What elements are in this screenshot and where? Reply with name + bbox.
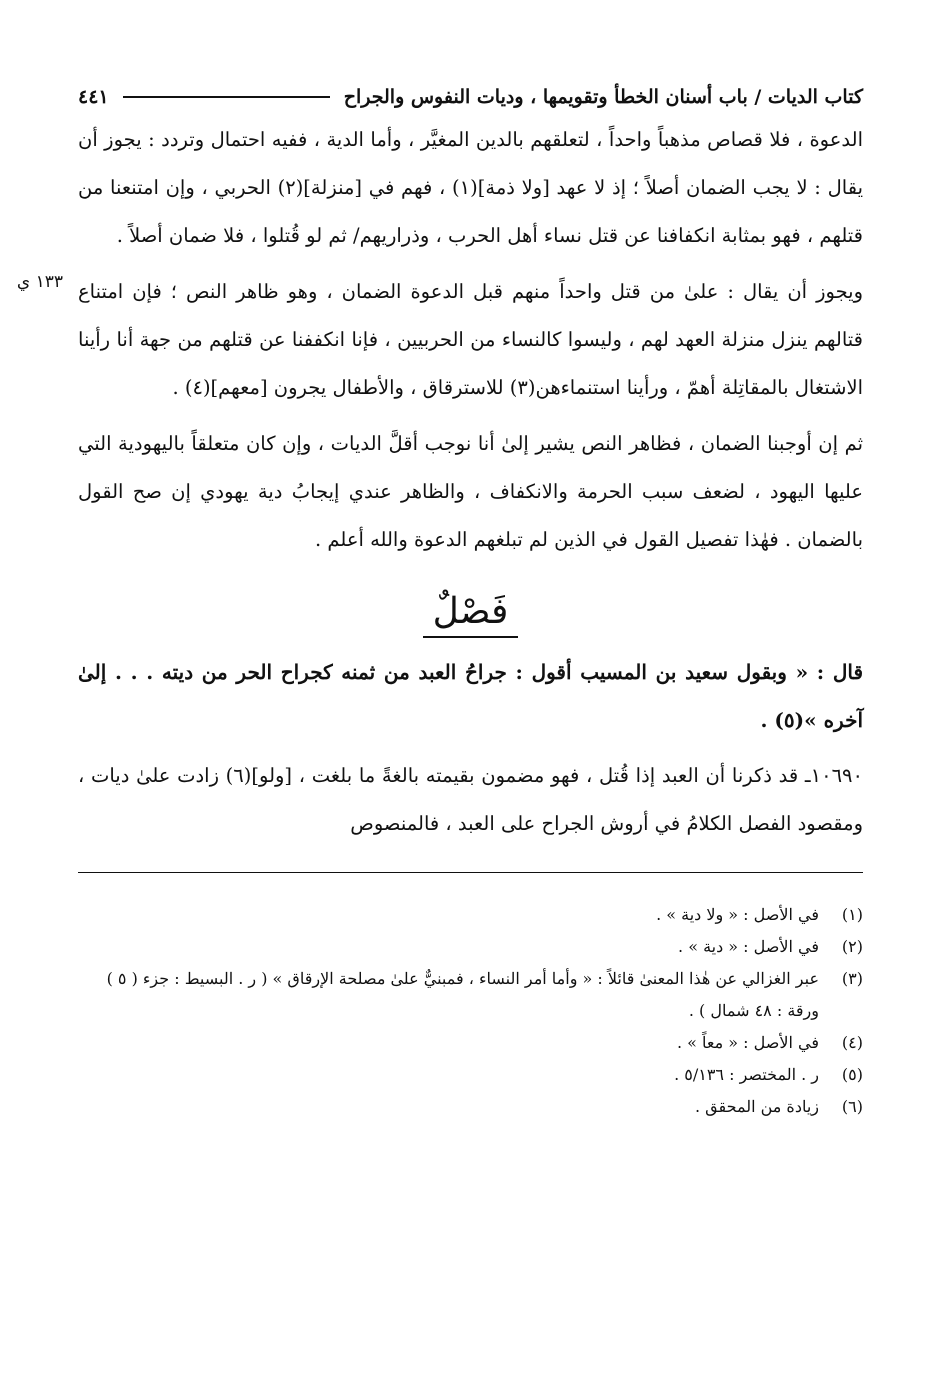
margin-page-reference: ١٣٣ ي — [16, 272, 63, 292]
footnote-number: (٢) — [841, 937, 863, 956]
section-heading — [78, 588, 863, 638]
footnote-item — [78, 899, 863, 931]
footnote-text: زيادة من المحقق . — [695, 1097, 819, 1116]
running-head-title: كتاب الديات / باب أسنان الخطأ وتقويمها ، وديات النفوس والجراح — [343, 86, 863, 108]
section-heading-text: فَصْلٌ — [423, 588, 519, 638]
paragraph-2: ويجوز أن يقال : علىٰ من قتل واحداً منهم قبل الدعوة الضمان ، وهو ظاهر النص ؛ فإن امتناع قتالهم ينزل منزلة العهد لهم ، وليسوا كالنساء من الحربيين ، فإنا انكففنا عن قتلهم من جهة أنا رأينا الاشتغال بالمقاتِلة أهمّ ، ورأينا استنماءهن(٣) للاسترقاق ، والأطفال يجرون [معهم](٤) . — [78, 280, 863, 399]
footnote-text: في الأصل : « معاً » . — [677, 1033, 819, 1052]
footnote-number: (٦) — [841, 1097, 863, 1116]
page-number: ٤٤١ — [78, 86, 109, 108]
footnote-item — [78, 931, 863, 963]
footnotes-list — [78, 899, 863, 1123]
footnote-number: (١) — [841, 905, 863, 924]
running-head — [78, 78, 863, 116]
footnote-number: (٤) — [841, 1033, 863, 1052]
footnote-text: في الأصل : « ولا دية » . — [656, 905, 819, 924]
footnote-item — [78, 963, 863, 1027]
footnote-item — [78, 1027, 863, 1059]
footnote-divider — [78, 872, 863, 873]
footnote-number: (٥) — [841, 1065, 863, 1084]
footnote-item — [78, 1091, 863, 1123]
footnote-text: ر . المختصر : ٥/١٣٦ . — [674, 1065, 819, 1084]
quoted-text: قال : « وبقول سعيد بن المسيب أقول : جراحُ العبد من ثمنه كجراح الحر من ديته . . . إلىٰ آخره »(٥) . — [78, 660, 863, 732]
footnote-text: عبر الغزالي عن هٰذا المعنىٰ قائلاً : « وأما أمر النساء ، فمبنيٌّ علىٰ مصلحة الإرقاق » ( ر . البسيط : جزء ( ٥ ) ورقة : ٤٨ شمال ) . — [106, 969, 819, 1020]
footnote-number: (٣) — [841, 969, 863, 988]
paragraph-3: ثم إن أوجبنا الضمان ، فظاهر النص يشير إلىٰ أنا نوجب أقلَّ الديات ، وإن كان متعلقاً باليهودية التي عليها اليهود ، لضعف سبب الحرمة والانكفاف ، والظاهر عندي إيجابُ دية يهودي إن صح القول بالضمان . فهٰذا تفصيل القول في الذين لم تبلغهم الدعوة والله أعلم . — [78, 432, 863, 551]
paragraph-1: الدعوة ، فلا قصاص مذهباً واحداً ، لتعلقهم بالدين المغيَّر ، وأما الدية ، ففيه احتمال وتردد : يجوز أن يقال : لا يجب الضمان أصلاً ؛ إذ لا عهد [ولا ذمة](١) ، فهم في [منزلة](٢) الحربي ، وإن امتنعنا من قتلهم ، فهو بمثابة انكفافنا عن قتل نساء أهل الحرب ، وذراريهم/ ثم لو قُتلوا ، فلا ضمان أصلاً . — [78, 128, 863, 247]
paragraph-10690: ١٠٦٩٠ـ قد ذكرنا أن العبد إذا قُتل ، فهو مضمون بقيمته بالغةً ما بلغت ، [ولو](٦) زادت علىٰ ديات ، ومقصود الفصل الكلامُ في أروش الجراح على العبد ، فالمنصوص — [78, 764, 863, 835]
book-page — [78, 78, 863, 1123]
running-head-rule — [123, 96, 330, 98]
footnote-item — [78, 1059, 863, 1091]
footnote-text: في الأصل : « دية » . — [678, 937, 819, 956]
